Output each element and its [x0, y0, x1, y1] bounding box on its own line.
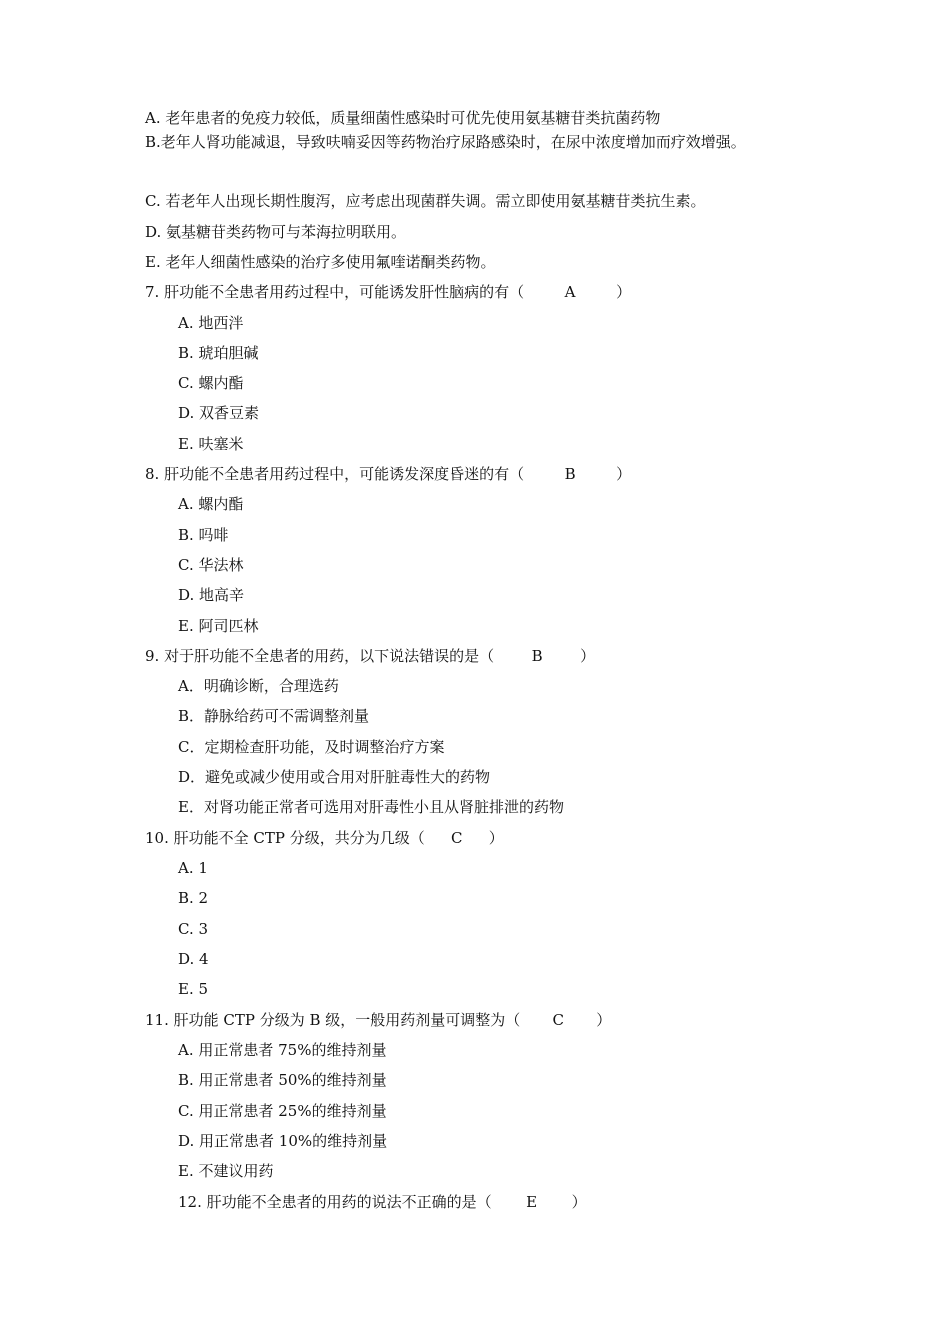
answer-close-paren: ） [596, 1011, 612, 1029]
answer-mark: B [531, 647, 543, 665]
question-8-stem [145, 464, 631, 484]
intro-option-b: B.老年人肾功能减退，导致呋喃妥因等药物治疗尿路感染时，在尿中浓度增加而疗效增强。 [145, 133, 746, 151]
intro-option-d: D. 氨基糖苷类药物可与苯海拉明联用。 [145, 223, 407, 241]
question-12-stem [178, 1192, 587, 1212]
question-8-option-a: A. 螺内酯 [178, 495, 244, 513]
question-9-option-a: A．明确诊断，合理选药 [178, 677, 339, 695]
question-10-option-d: D. 4 [178, 950, 209, 968]
answer-mark: E [526, 1193, 538, 1211]
question-7-option-c: C. 螺内酯 [178, 374, 244, 392]
question-11-option-e: E. 不建议用药 [178, 1162, 274, 1180]
question-9-option-b: B．静脉给药可不需调整剂量 [178, 707, 370, 725]
question-stem-text: 8. 肝功能不全患者用药过程中，可能诱发深度昏迷的有（ [145, 465, 525, 483]
intro-option-e: E. 老年人细菌性感染的治疗多使用氟喹诺酮类药物。 [145, 253, 496, 271]
answer-close-paren: ） [488, 829, 504, 847]
question-11-option-b: B. 用正常患者 50%的维持剂量 [178, 1071, 387, 1089]
question-9-option-e: E．对肾功能正常者可选用对肝毒性小且从肾脏排泄的药物 [178, 798, 564, 816]
question-7-option-b: B. 琥珀胆碱 [178, 344, 259, 362]
question-11-option-a: A. 用正常患者 75%的维持剂量 [178, 1041, 387, 1059]
question-stem-text: 11. 肝功能 CTP 分级为 B 级，一般用药剂量可调整为（ [145, 1011, 521, 1029]
intro-option-a: A. 老年患者的免疫力较低，质量细菌性感染时可优先使用氨基糖苷类抗菌药物 [145, 109, 661, 127]
question-9-option-d: D．避免或减少使用或合用对肝脏毒性大的药物 [178, 768, 491, 786]
question-7-option-e: E. 呋塞米 [178, 435, 244, 453]
question-7-option-d: D. 双香豆素 [178, 404, 260, 422]
answer-close-paren: ） [580, 647, 596, 665]
question-stem-text: 12. 肝功能不全患者的用药的说法不正确的是（ [178, 1193, 492, 1211]
answer-close-paren: ） [571, 1193, 587, 1211]
answer-mark: B [564, 465, 576, 483]
question-9-option-c: C．定期检查肝功能，及时调整治疗方案 [178, 738, 445, 756]
question-stem-text: 9. 对于肝功能不全患者的用药，以下说法错误的是（ [145, 647, 495, 665]
question-stem-text: 10. 肝功能不全 CTP 分级，共分为几级（ [145, 829, 425, 847]
question-10-option-e: E. 5 [178, 980, 209, 998]
question-10-option-c: C. 3 [178, 920, 209, 938]
question-8-option-d: D. 地高辛 [178, 586, 245, 604]
question-11-option-c: C. 用正常患者 25%的维持剂量 [178, 1102, 387, 1120]
answer-close-paren: ） [616, 283, 632, 301]
intro-option-c: C. 若老年人出现长期性腹泻，应考虑出现菌群失调。需立即使用氨基糖苷类抗生素。 [145, 192, 706, 210]
answer-mark: A [564, 283, 576, 301]
question-stem-text: 7. 肝功能不全患者用药过程中，可能诱发肝性脑病的有（ [145, 283, 525, 301]
question-11-option-d: D. 用正常患者 10%的维持剂量 [178, 1132, 388, 1150]
question-8-option-b: B. 吗啡 [178, 526, 229, 544]
answer-mark: C [552, 1011, 565, 1029]
question-9-stem [145, 646, 595, 666]
question-10-option-b: B. 2 [178, 889, 209, 907]
answer-mark: C [451, 829, 463, 847]
question-7-option-a: A. 地西泮 [178, 314, 244, 332]
question-7-stem [145, 282, 631, 302]
question-10-stem [145, 828, 504, 848]
question-10-option-a: A. 1 [178, 859, 208, 877]
answer-close-paren: ） [616, 465, 632, 483]
question-11-stem [145, 1010, 611, 1030]
question-8-option-c: C. 华法林 [178, 556, 244, 574]
question-8-option-e: E. 阿司匹林 [178, 617, 259, 635]
